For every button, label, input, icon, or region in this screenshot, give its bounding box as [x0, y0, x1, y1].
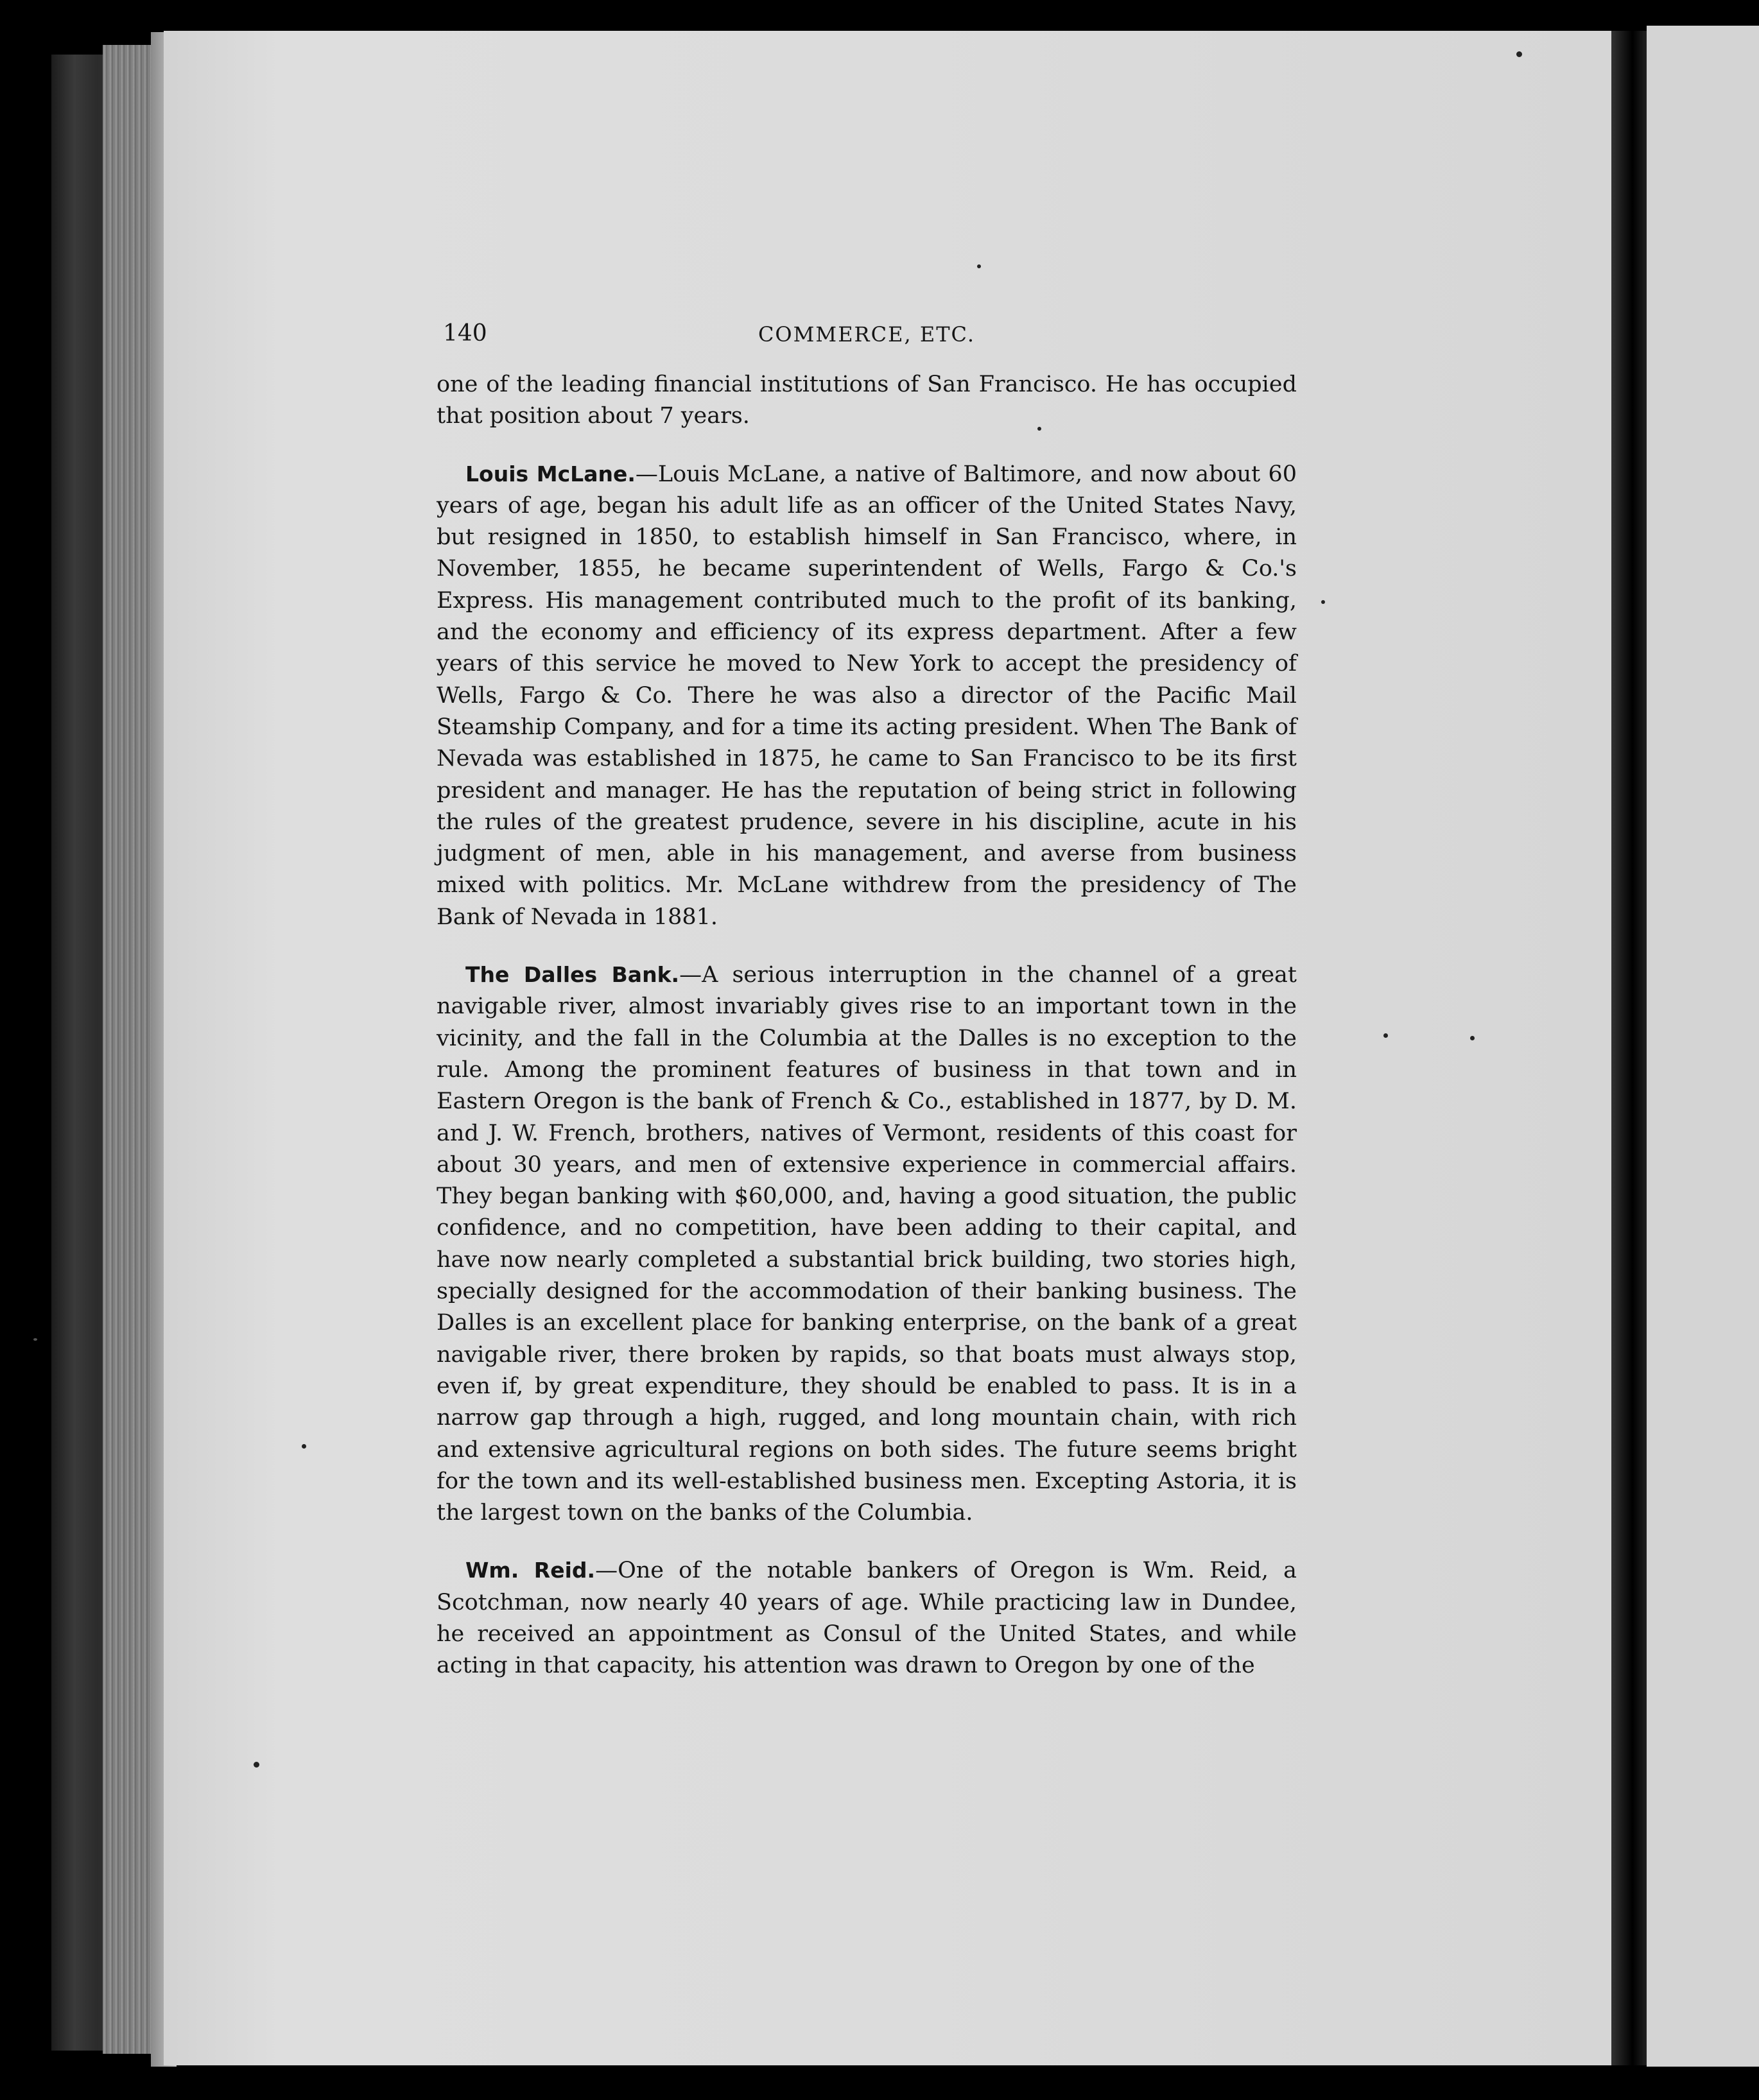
paragraph-text: one of the leading financial institutions of San Francisco. He has occupied that position about 7 years. [437, 372, 1297, 429]
paragraph-text: A serious interruption in the channel of a great navigable river, almost invariably gives rise to an important town in the vicinity, and the fall in the Columbia at the Dalles is no exception to the rule. Among the prominent features of business in that town and in Eastern Oregon is the bank of French & Co., established in 1877, by D. M. and J. W. French, brothers, natives of Vermont, residents of this coast for about 30 years, and men of extensive experience in commercial affairs. They began banking with $60,000, and, having a good situation, the public confidence, and no competition, have been adding to their capital, and have now nearly completed a substantial brick building, two stories high, specially designed for the accommodation of their banking business. The Dalles is an excellent place for banking enterprise, on the bank of a great navigable river, there broken by rapids, so that boats must always stop, even if, by great expenditure, they should be enabled to pass. It is in a narrow gap through a high, rugged, and long mountain chain, with rich and extensive agricultural regions on both sides. The future seems bright for the town and its well-established business men. Excepting Astoria, it is the largest town on the banks of the Columbia. [437, 962, 1297, 1526]
scan-speck [1321, 600, 1325, 604]
scan-speck [302, 1444, 306, 1449]
entry-dash: — [595, 1558, 618, 1584]
page-number: 140 [443, 320, 487, 347]
scan-speck [1516, 51, 1522, 57]
paragraph-continuation [437, 369, 1297, 433]
next-page-sliver [1647, 26, 1759, 2067]
entry-heading: The Dalles Bank. [465, 962, 680, 988]
scan-speck [254, 1762, 259, 1768]
entry-dalles-bank [437, 959, 1297, 1529]
page-text-block [437, 318, 1297, 1708]
scan-speck [977, 264, 981, 268]
entry-heading: Louis McLane. [465, 461, 636, 486]
paragraph-text: Louis McLane, a native of Baltimore, and now about 60 years of age, began his adult life as an officer of the United States Navy, but resigned in 1850, to establish himself in San Francisco, where, in November, 1855, he became superintendent of Wells, Fargo & Co.'s Express. His management contributed much to the profit of its banking, and the economy and efficiency of its express department. After a few years of this service he moved to New York to accept the presidency of Wells, Fargo & Co. There he was also a director of the Pacific Mail Steamship Company, and for a time its acting president. When The Bank of Nevada was established in 1875, he came to San Francisco to be its first president and manager. He has the reputation of being strict in following the rules of the greatest prudence, severe in his discipline, acute in his judgment of men, able in his management, and averse from business mixed with politics. Mr. McLane withdrew from the presidency of The Bank of Nevada in 1881. [437, 461, 1297, 930]
entry-dash: — [635, 461, 658, 487]
entry-louis-mclane [437, 458, 1297, 933]
scan-speck [1470, 1036, 1475, 1040]
running-head [437, 318, 1297, 350]
scan-speck [1383, 1033, 1388, 1038]
entry-wm-reid [437, 1554, 1297, 1682]
entry-dash: — [679, 962, 702, 988]
entry-heading: Wm. Reid. [465, 1558, 596, 1583]
scan-speck [33, 1338, 37, 1341]
page-gutter [1611, 31, 1647, 2065]
running-head-title: COMMERCE, ETC. [758, 322, 976, 347]
paragraph-text: One of the notable bankers of Oregon is Wm. Reid, a Scotchman, now nearly 40 years of age. While practicing law in Dundee, he received an appointment as Consul of the United States, and while acting in that capacity, his attention was drawn to Oregon by one of the [437, 1558, 1297, 1679]
